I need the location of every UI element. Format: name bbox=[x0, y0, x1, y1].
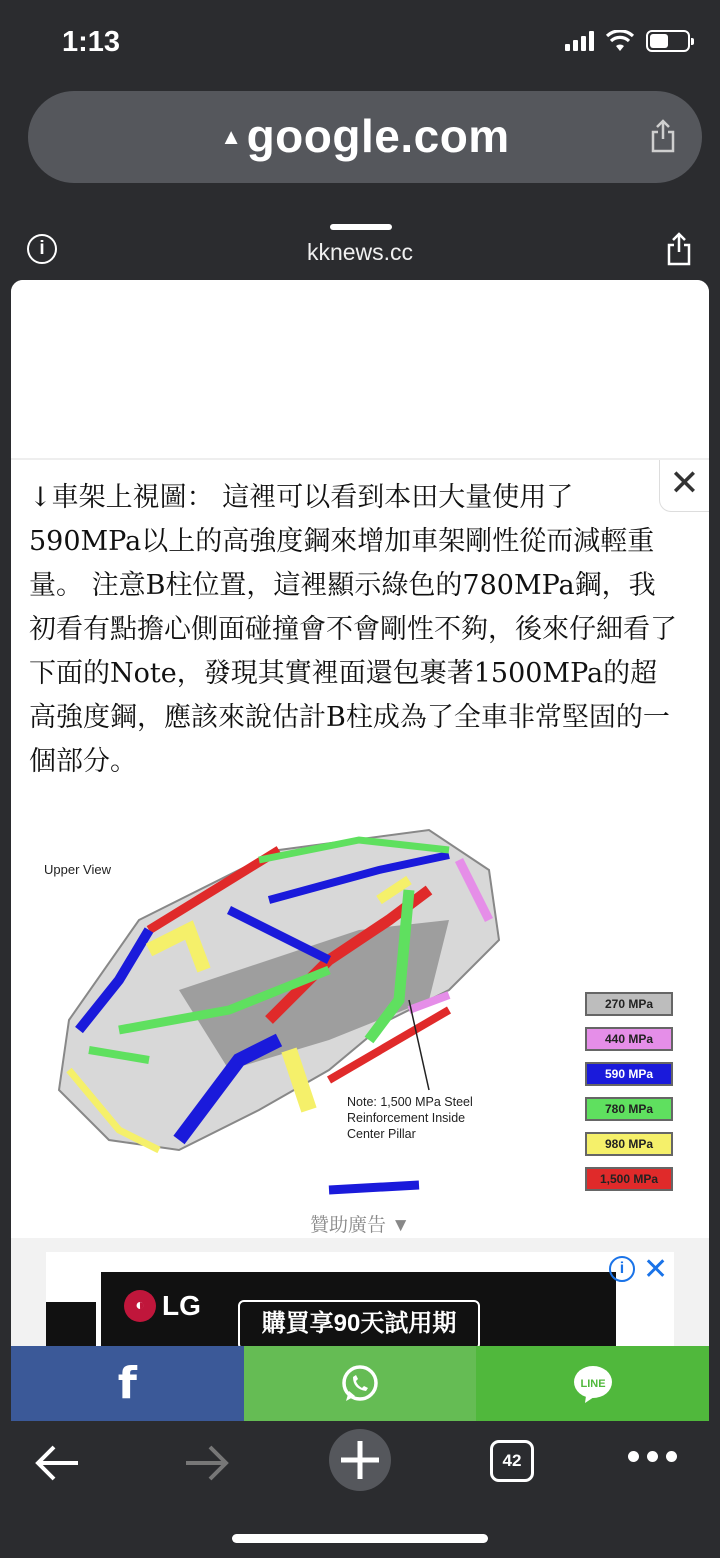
legend-980: 980 MPa bbox=[585, 1132, 673, 1156]
ad-container bbox=[11, 1238, 709, 1346]
line-share-button[interactable] bbox=[476, 1346, 709, 1421]
ad-banner[interactable] bbox=[46, 1252, 674, 1346]
tabs-count: 42 bbox=[502, 1451, 522, 1470]
close-icon[interactable]: ✕ bbox=[659, 460, 709, 512]
lock-icon: ▲ bbox=[220, 124, 243, 149]
browser-toolbar bbox=[0, 1421, 720, 1558]
share-icon[interactable] bbox=[666, 232, 692, 266]
strength-legend bbox=[585, 992, 673, 1202]
status-icons bbox=[565, 30, 690, 52]
legend-780: 780 MPa bbox=[585, 1097, 673, 1121]
ad-info-icon[interactable]: i bbox=[609, 1256, 635, 1282]
legend-590: 590 MPa bbox=[585, 1062, 673, 1086]
facebook-share-button[interactable] bbox=[11, 1346, 244, 1421]
facebook-icon: f bbox=[117, 1358, 137, 1409]
more-menu-icon[interactable] bbox=[628, 1451, 677, 1462]
car-frame-figure bbox=[29, 810, 693, 1205]
tabs-button[interactable] bbox=[490, 1440, 534, 1482]
ad-brand: ◐ LG bbox=[124, 1290, 201, 1322]
drag-handle[interactable] bbox=[330, 224, 392, 230]
new-tab-button[interactable] bbox=[329, 1429, 391, 1491]
back-icon[interactable] bbox=[34, 1443, 80, 1483]
figure-note: Note: 1,500 MPa Steel Reinforcement Inside Center Pillar bbox=[347, 1095, 473, 1141]
battery-icon bbox=[646, 30, 690, 52]
share-bar bbox=[11, 1346, 709, 1421]
url-domain: google.com bbox=[246, 110, 510, 162]
line-icon bbox=[572, 1364, 614, 1404]
blank-area bbox=[11, 280, 709, 460]
forward-icon[interactable] bbox=[184, 1443, 230, 1483]
whatsapp-share-button[interactable] bbox=[244, 1346, 477, 1421]
ad-promo: 購買享90天試用期 bbox=[238, 1300, 480, 1346]
legend-270: 270 MPa bbox=[585, 992, 673, 1016]
whatsapp-icon bbox=[339, 1363, 381, 1405]
ad-close-icon[interactable]: ✕ bbox=[643, 1253, 669, 1286]
legend-1500: 1,500 MPa bbox=[585, 1167, 673, 1191]
legend-440: 440 MPa bbox=[585, 1027, 673, 1051]
home-indicator[interactable] bbox=[232, 1534, 488, 1543]
share-icon[interactable] bbox=[650, 119, 676, 153]
lg-logo-icon: ◐ bbox=[124, 1290, 156, 1322]
sponsor-label[interactable]: 贊助廣告 ▼ bbox=[309, 1215, 411, 1236]
plus-icon bbox=[329, 1429, 391, 1491]
car-frame-illustration bbox=[29, 810, 509, 1205]
site-name: kknews.cc bbox=[306, 239, 414, 265]
status-time: 1:13 bbox=[62, 26, 121, 58]
info-icon[interactable]: i bbox=[27, 234, 57, 264]
figure-label: Upper View bbox=[44, 862, 111, 877]
amp-header bbox=[0, 212, 720, 280]
url-bar[interactable] bbox=[28, 91, 702, 183]
wifi-icon bbox=[606, 30, 634, 52]
content-card bbox=[11, 280, 709, 1346]
status-bar bbox=[0, 0, 720, 90]
article-text: ↓車架上視圖： 這裡可以看到本田大量使用了590MPa以上的高強度鋼來增加車架剛性從而減輕重量。 注意B柱位置，這裡顯示綠色的780MPa鋼，我初看有點擔心側面碰撞會不會剛性不夠，後來仔細看了下面的Note，發現其實裡面還包裹著1500MPa的超高強度鋼，應該來說估計B柱成為了全車非常堅固的一個部分。 bbox=[29, 482, 677, 777]
svg-text:LINE: LINE bbox=[580, 1377, 606, 1390]
signal-icon bbox=[565, 31, 594, 51]
